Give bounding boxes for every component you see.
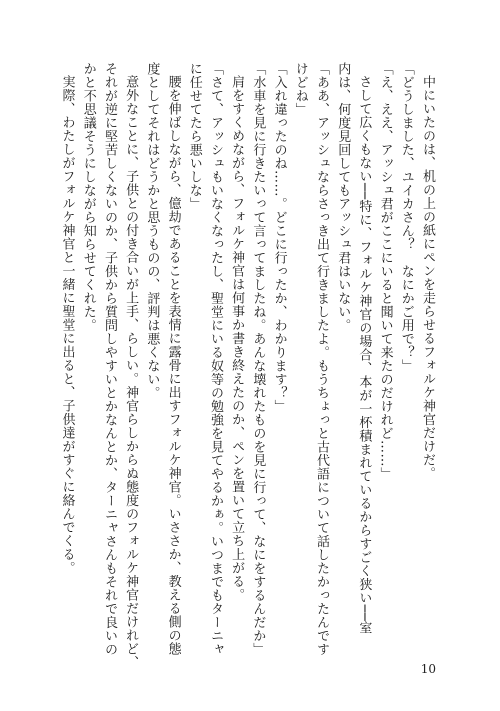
text-line: 「え、ええ、アッシュ君がここにいると聞いて来たのだけれど……」: [377, 62, 393, 481]
text-line: 中にいたのは、机の上の紙にペンを走らせるフォルケ神官だけだ。: [420, 75, 435, 480]
text-line: けどね」: [292, 62, 308, 116]
text-line: 「水車を見に行きたいって言ってましたね。あんな壊れたものを見に行って、なにをするんだか」: [250, 62, 266, 656]
text-line: それが逆に堅苦しくないのか、子供から質問しやすいとかなんとか、ターニャさんもそれで良いの: [101, 62, 117, 656]
text-line: 意外なことに、子供との付き合いが上手、らしい。神官らしからぬ態度のフォルケ神官だけれど、: [123, 75, 139, 669]
text-line: 「入れ違ったのね……。どこに行ったか、わかります？」: [271, 62, 287, 413]
text-line: 実際、わたしがフォルケ神官と一緒に聖堂に出ると、子供達がすぐに絡んでくる。: [59, 75, 75, 575]
text-line: 「ああ、アッシュならさっき出て行きましたよ。もうちょっと古代語について話したかったんです: [313, 62, 329, 656]
text-line: に任せてたら悪いしな」: [186, 62, 202, 211]
page-number: 10: [420, 662, 436, 676]
text-line: 「さて、アッシュもいなくなったし、聖堂にいる奴等の勉強を見てやるかぁ。いつまでもターニャ: [207, 62, 223, 656]
text-line: 「どうしました、ユイカさん？ なにかご用で？」: [398, 62, 414, 373]
text-line: さして広くもない──特に、フォルケ神官の場合、本が一杯積まれているからすごく狭い──室: [356, 75, 372, 635]
text-line: 内は、何度見回してもアッシュ君はいない。: [335, 62, 351, 332]
text-line: 肩をすくめながら、フォルケ神官は何事か書き終えたのか、ペンを置いて立ち上がる。: [229, 75, 245, 602]
text-line: 度としてそれはどうかと思うものの、評判は悪くない。: [144, 62, 160, 400]
text-line: かと不思議そうにしながら知らせてくれた。: [80, 62, 96, 332]
text-line: 腰を伸ばしながら、億劫であることを表情に露骨に出すフォルケ神官。いささか、教える側の態: [165, 75, 181, 656]
